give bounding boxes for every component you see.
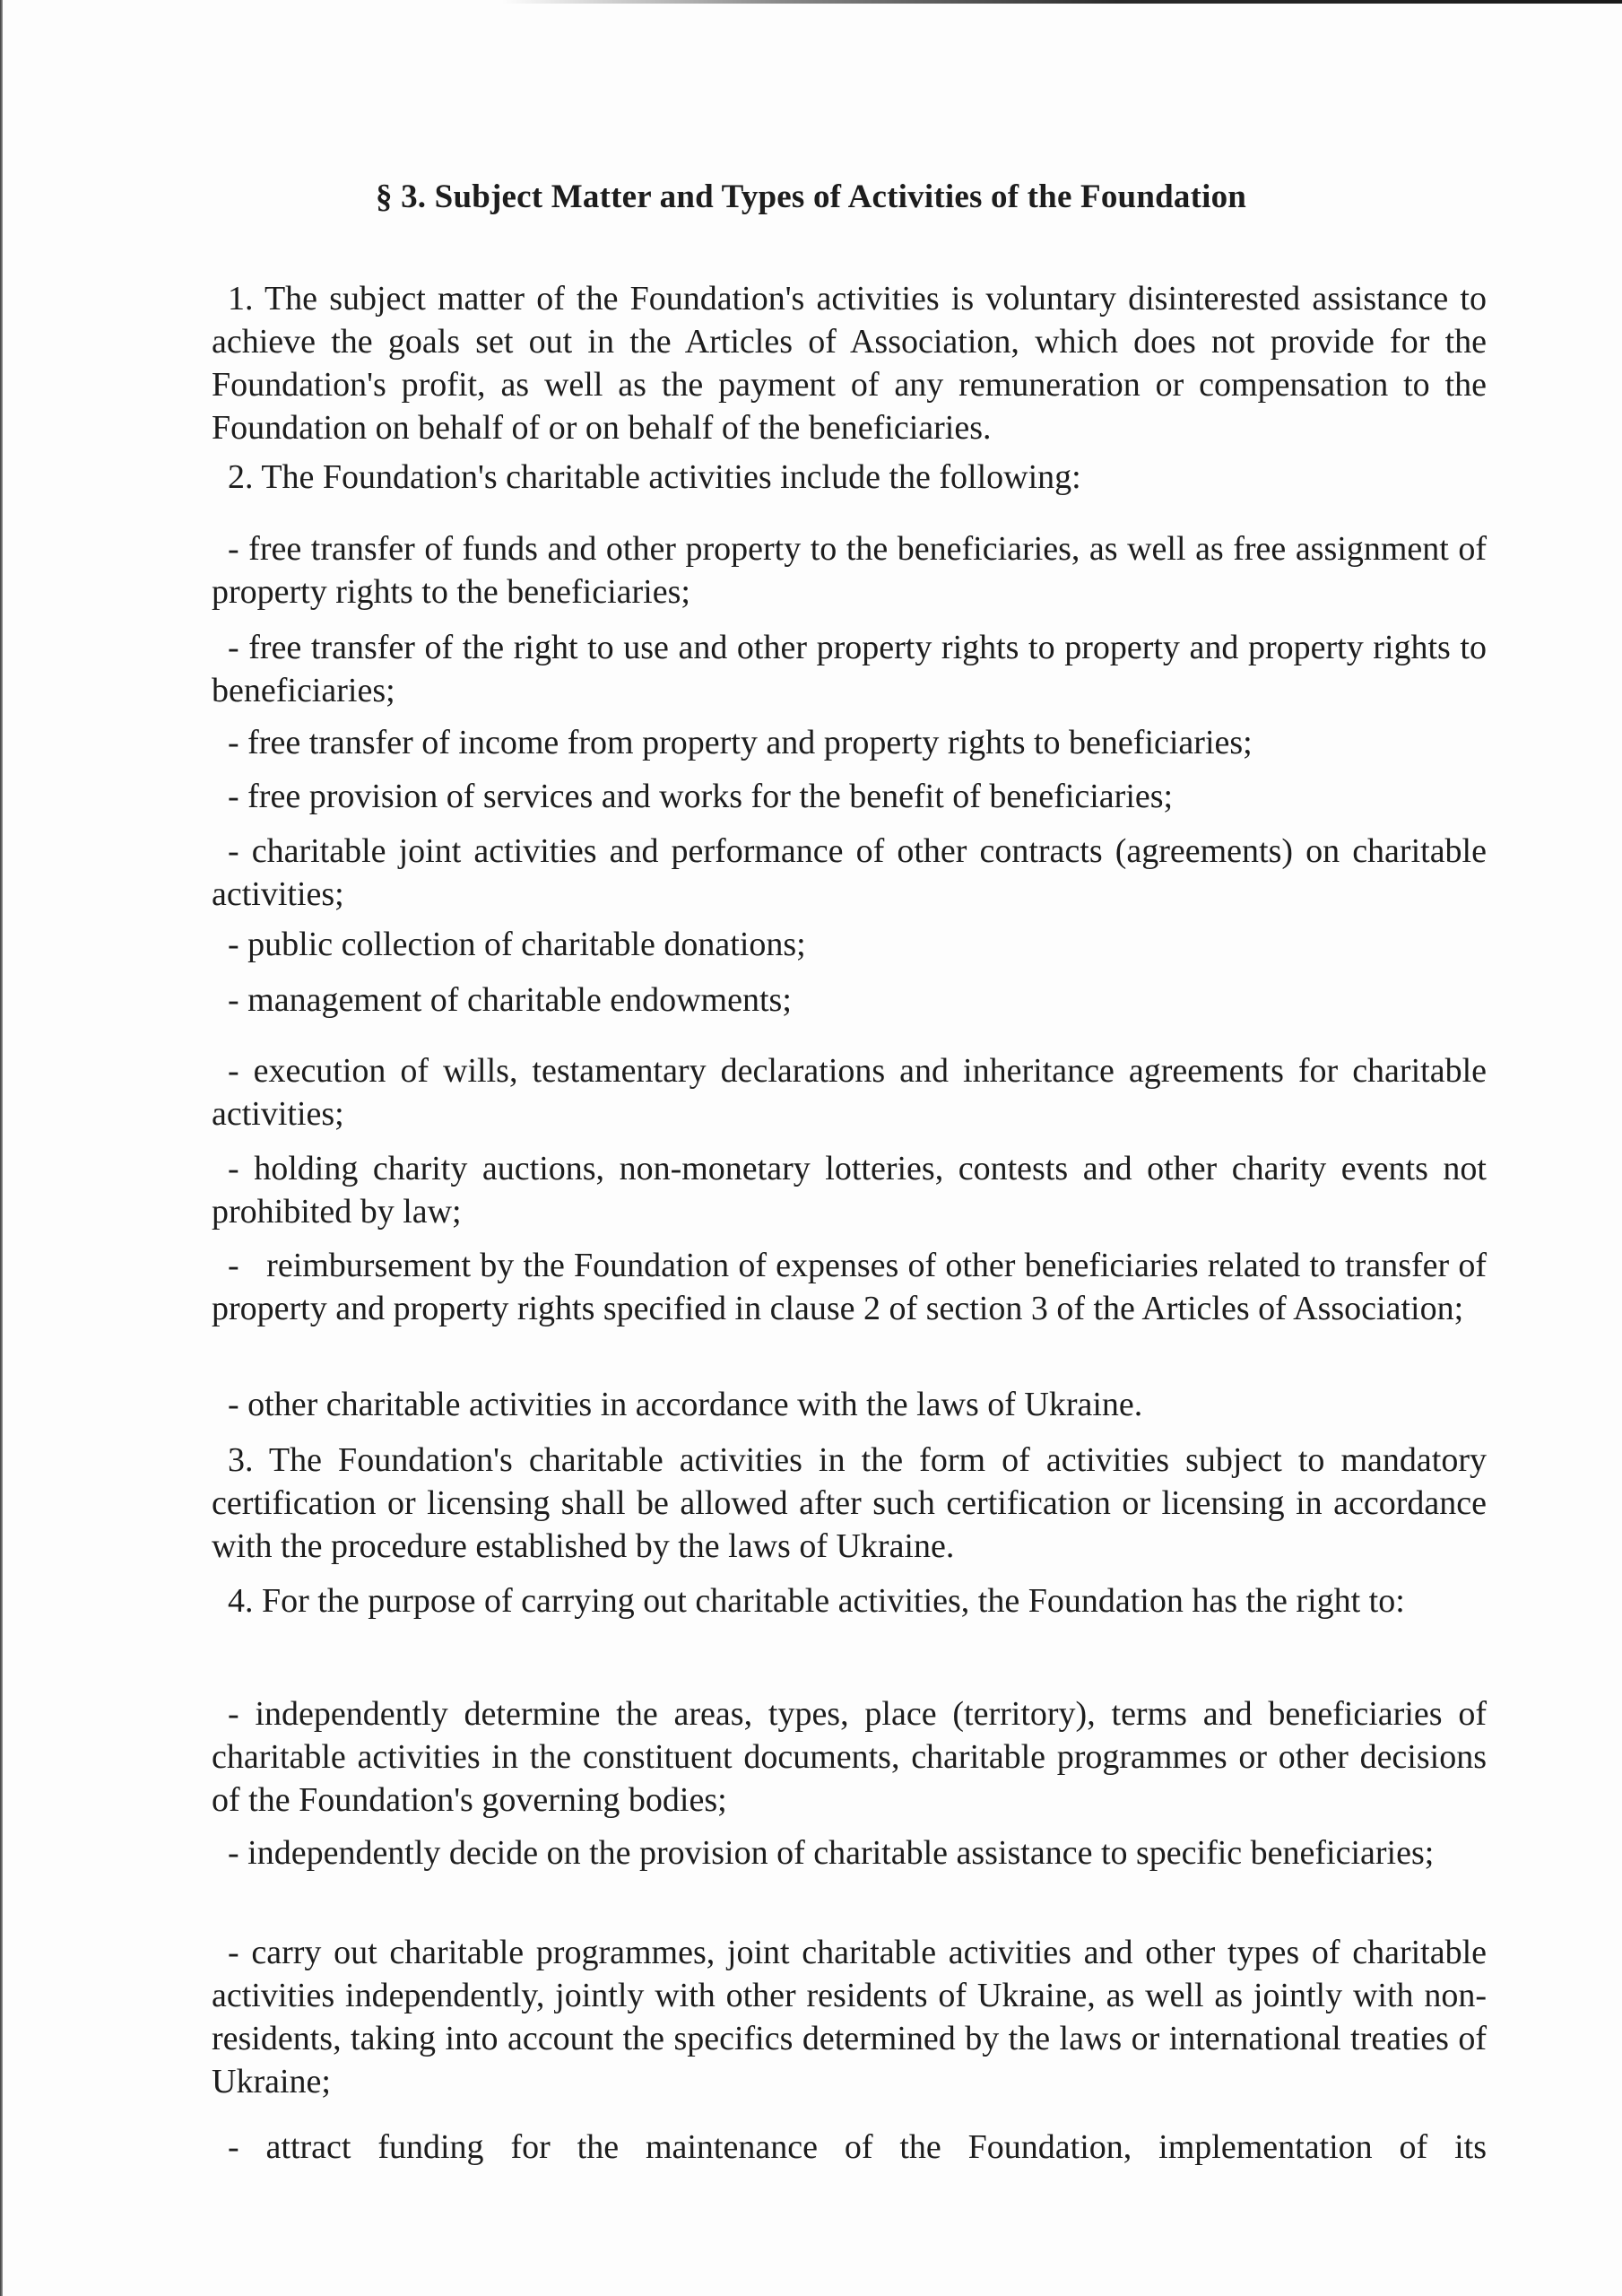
paragraph-2: 2. The Foundation's charitable activities include the following:	[228, 458, 1081, 496]
right-item: - attract funding for the maintenance of the Foundation, implementation of its	[228, 2128, 1487, 2166]
activity-item: - free transfer of the right to use and other property rights to property and property rights to beneficiaries;	[212, 629, 1487, 709]
activity-item: - other charitable activities in accordance with the laws of Ukraine.	[228, 1386, 1143, 1423]
right-item: - independently determine the areas, types, place (territory), terms and beneficiaries of charitable activities in the constituent documents, charitable programmes or other decisions of the Foundation's governing bodies;	[212, 1695, 1487, 1819]
activity-item: - public collection of charitable donations;	[228, 926, 806, 963]
section-heading: § 3. Subject Matter and Types of Activities of the Foundation	[375, 178, 1247, 215]
activity-item: - charitable joint activities and performance of other contracts (agreements) on charitable activities;	[212, 832, 1487, 913]
right-item: - carry out charitable programmes, joint charitable activities and other types of charitable activities independently, jointly with other residents of Ukraine, as well as jointly with non-residents, taking into account the specifics determined by the laws or international treaties of Ukraine;	[212, 1934, 1487, 2100]
right-item: - independently decide on the provision of charitable assistance to specific beneficiaries;	[228, 1834, 1435, 1872]
activity-item: - reimbursement by the Foundation of expenses of other beneficiaries related to transfer of property and property rights specified in clause 2 of section 3 of the Articles of Association;	[212, 1247, 1496, 1327]
scan-edge-top	[502, 0, 1622, 4]
activity-item: - free transfer of income from property and property rights to beneficiaries;	[228, 724, 1253, 761]
activity-item: - management of charitable endowments;	[228, 981, 792, 1019]
activity-item: - execution of wills, testamentary declarations and inheritance agreements for charitable activities;	[212, 1052, 1487, 1133]
scan-edge-left	[0, 0, 3, 2296]
activity-item: - free provision of services and works for the benefit of beneficiaries;	[228, 778, 1174, 815]
paragraph-1: 1. The subject matter of the Foundation's activities is voluntary disinterested assistance to achieve the goals set out in the Articles of Association, which does not provide for the Foundation's profit, as well as the payment of any remuneration or compensation to the Foundation on behalf of or on behalf of the beneficiaries.	[212, 280, 1487, 447]
paragraph-4: 4. For the purpose of carrying out charitable activities, the Foundation has the right to:	[228, 1582, 1405, 1620]
activity-item: - free transfer of funds and other property to the beneficiaries, as well as free assignment of property rights to the beneficiaries;	[212, 530, 1487, 611]
activity-item: - holding charity auctions, non-monetary lotteries, contests and other charity events not prohibited by law;	[212, 1150, 1487, 1231]
paragraph-3: 3. The Foundation's charitable activities in the form of activities subject to mandatory certification or licensing shall be allowed after such certification or licensing in accordance with the procedure established by the laws of Ukraine.	[212, 1441, 1487, 1565]
